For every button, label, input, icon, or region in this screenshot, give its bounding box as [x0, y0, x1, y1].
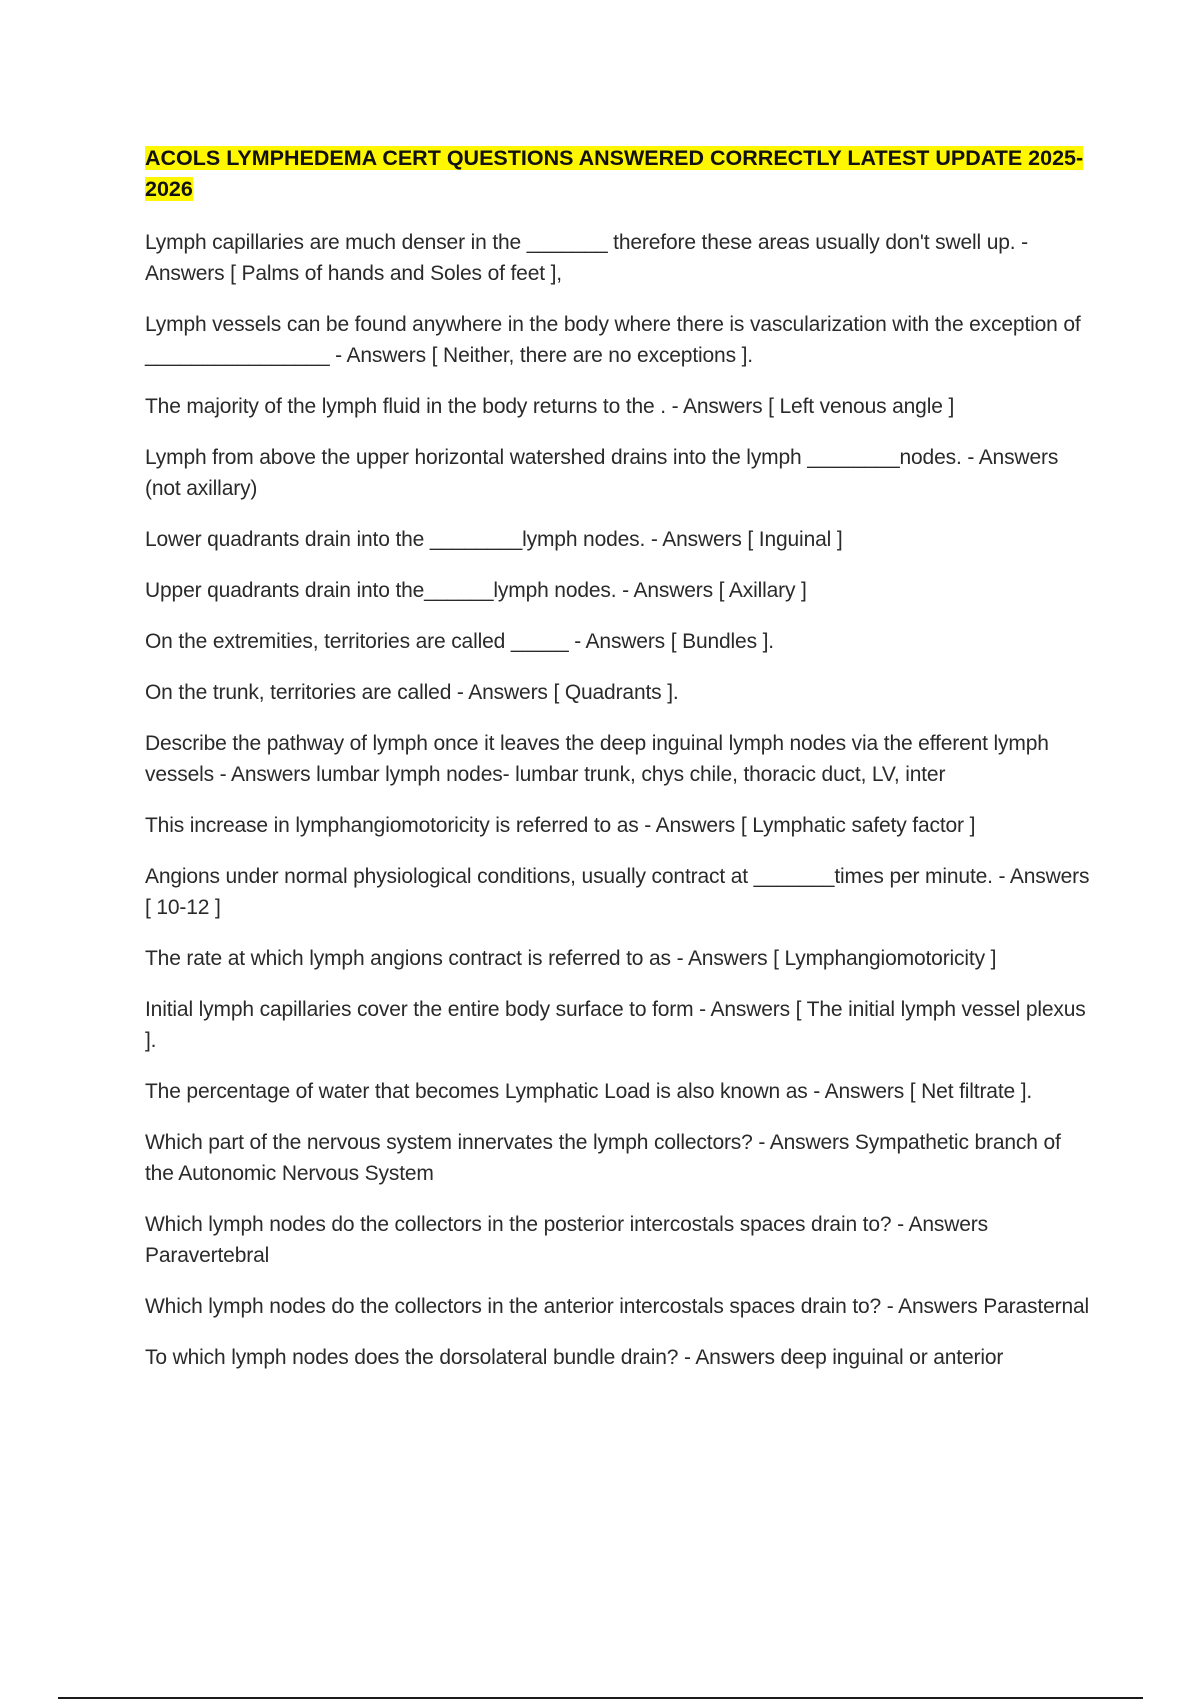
qa-item: To which lymph nodes does the dorsolateral bundle drain? - Answers deep inguinal or anterior: [145, 1346, 1004, 1369]
qa-item: Which part of the nervous system innervates the lymph collectors? - Answers Sympathetic branch of the Autonomic Nervous System: [145, 1131, 1061, 1185]
qa-item: On the extremities, territories are called _____ - Answers [ Bundles ].: [145, 630, 774, 653]
qa-item: Describe the pathway of lymph once it leaves the deep inguinal lymph nodes via the efferent lymph vessels - Answers lumbar lymph nodes- lumbar trunk, chys chile, thoracic duct, LV, inter: [145, 732, 1049, 786]
qa-item: Angions under normal physiological conditions, usually contract at _______times per minute. - Answers [ 10-12 ]: [145, 865, 1090, 919]
document-title: [145, 143, 1095, 205]
qa-item: Upper quadrants drain into the______lymph nodes. - Answers [ Axillary ]: [145, 579, 807, 602]
qa-item: The majority of the lymph fluid in the body returns to the . - Answers [ Left venous angle ]: [145, 395, 955, 418]
qa-item: Initial lymph capillaries cover the entire body surface to form - Answers [ The initial lymph vessel plexus ].: [145, 998, 1086, 1052]
qa-item: Lymph vessels can be found anywhere in the body where there is vascularization with the exception of ________________ - Answers [ Neither, there are no exceptions ].: [145, 313, 1081, 367]
qa-item: Lower quadrants drain into the ________lymph nodes. - Answers [ Inguinal ]: [145, 528, 843, 551]
qa-item: Lymph from above the upper horizontal watershed drains into the lymph ________nodes. - Answers (not axillary): [145, 446, 1059, 500]
qa-item: Which lymph nodes do the collectors in the posterior intercostals spaces drain to? - Answers Paravertebral: [145, 1213, 988, 1267]
qa-item: On the trunk, territories are called - Answers [ Quadrants ].: [145, 681, 679, 704]
document-page: [145, 143, 1095, 1393]
qa-item: The rate at which lymph angions contract is referred to as - Answers [ Lymphangiomotoricity ]: [145, 947, 997, 970]
document-title-text: ACOLS LYMPHEDEMA CERT QUESTIONS ANSWERED CORRECTLY LATEST UPDATE 2025-2026: [145, 146, 1084, 201]
qa-item: Which lymph nodes do the collectors in the anterior intercostals spaces drain to? - Answers Parasternal: [145, 1295, 1090, 1318]
page-bottom-divider: [58, 1697, 1143, 1699]
qa-item: The percentage of water that becomes Lymphatic Load is also known as - Answers [ Net filtrate ].: [145, 1080, 1033, 1103]
qa-item: This increase in lymphangiomotoricity is referred to as - Answers [ Lymphatic safety factor ]: [145, 814, 976, 837]
qa-item: Lymph capillaries are much denser in the _______ therefore these areas usually don't swell up. - Answers [ Palms of hands and Soles of feet ],: [145, 231, 1029, 285]
